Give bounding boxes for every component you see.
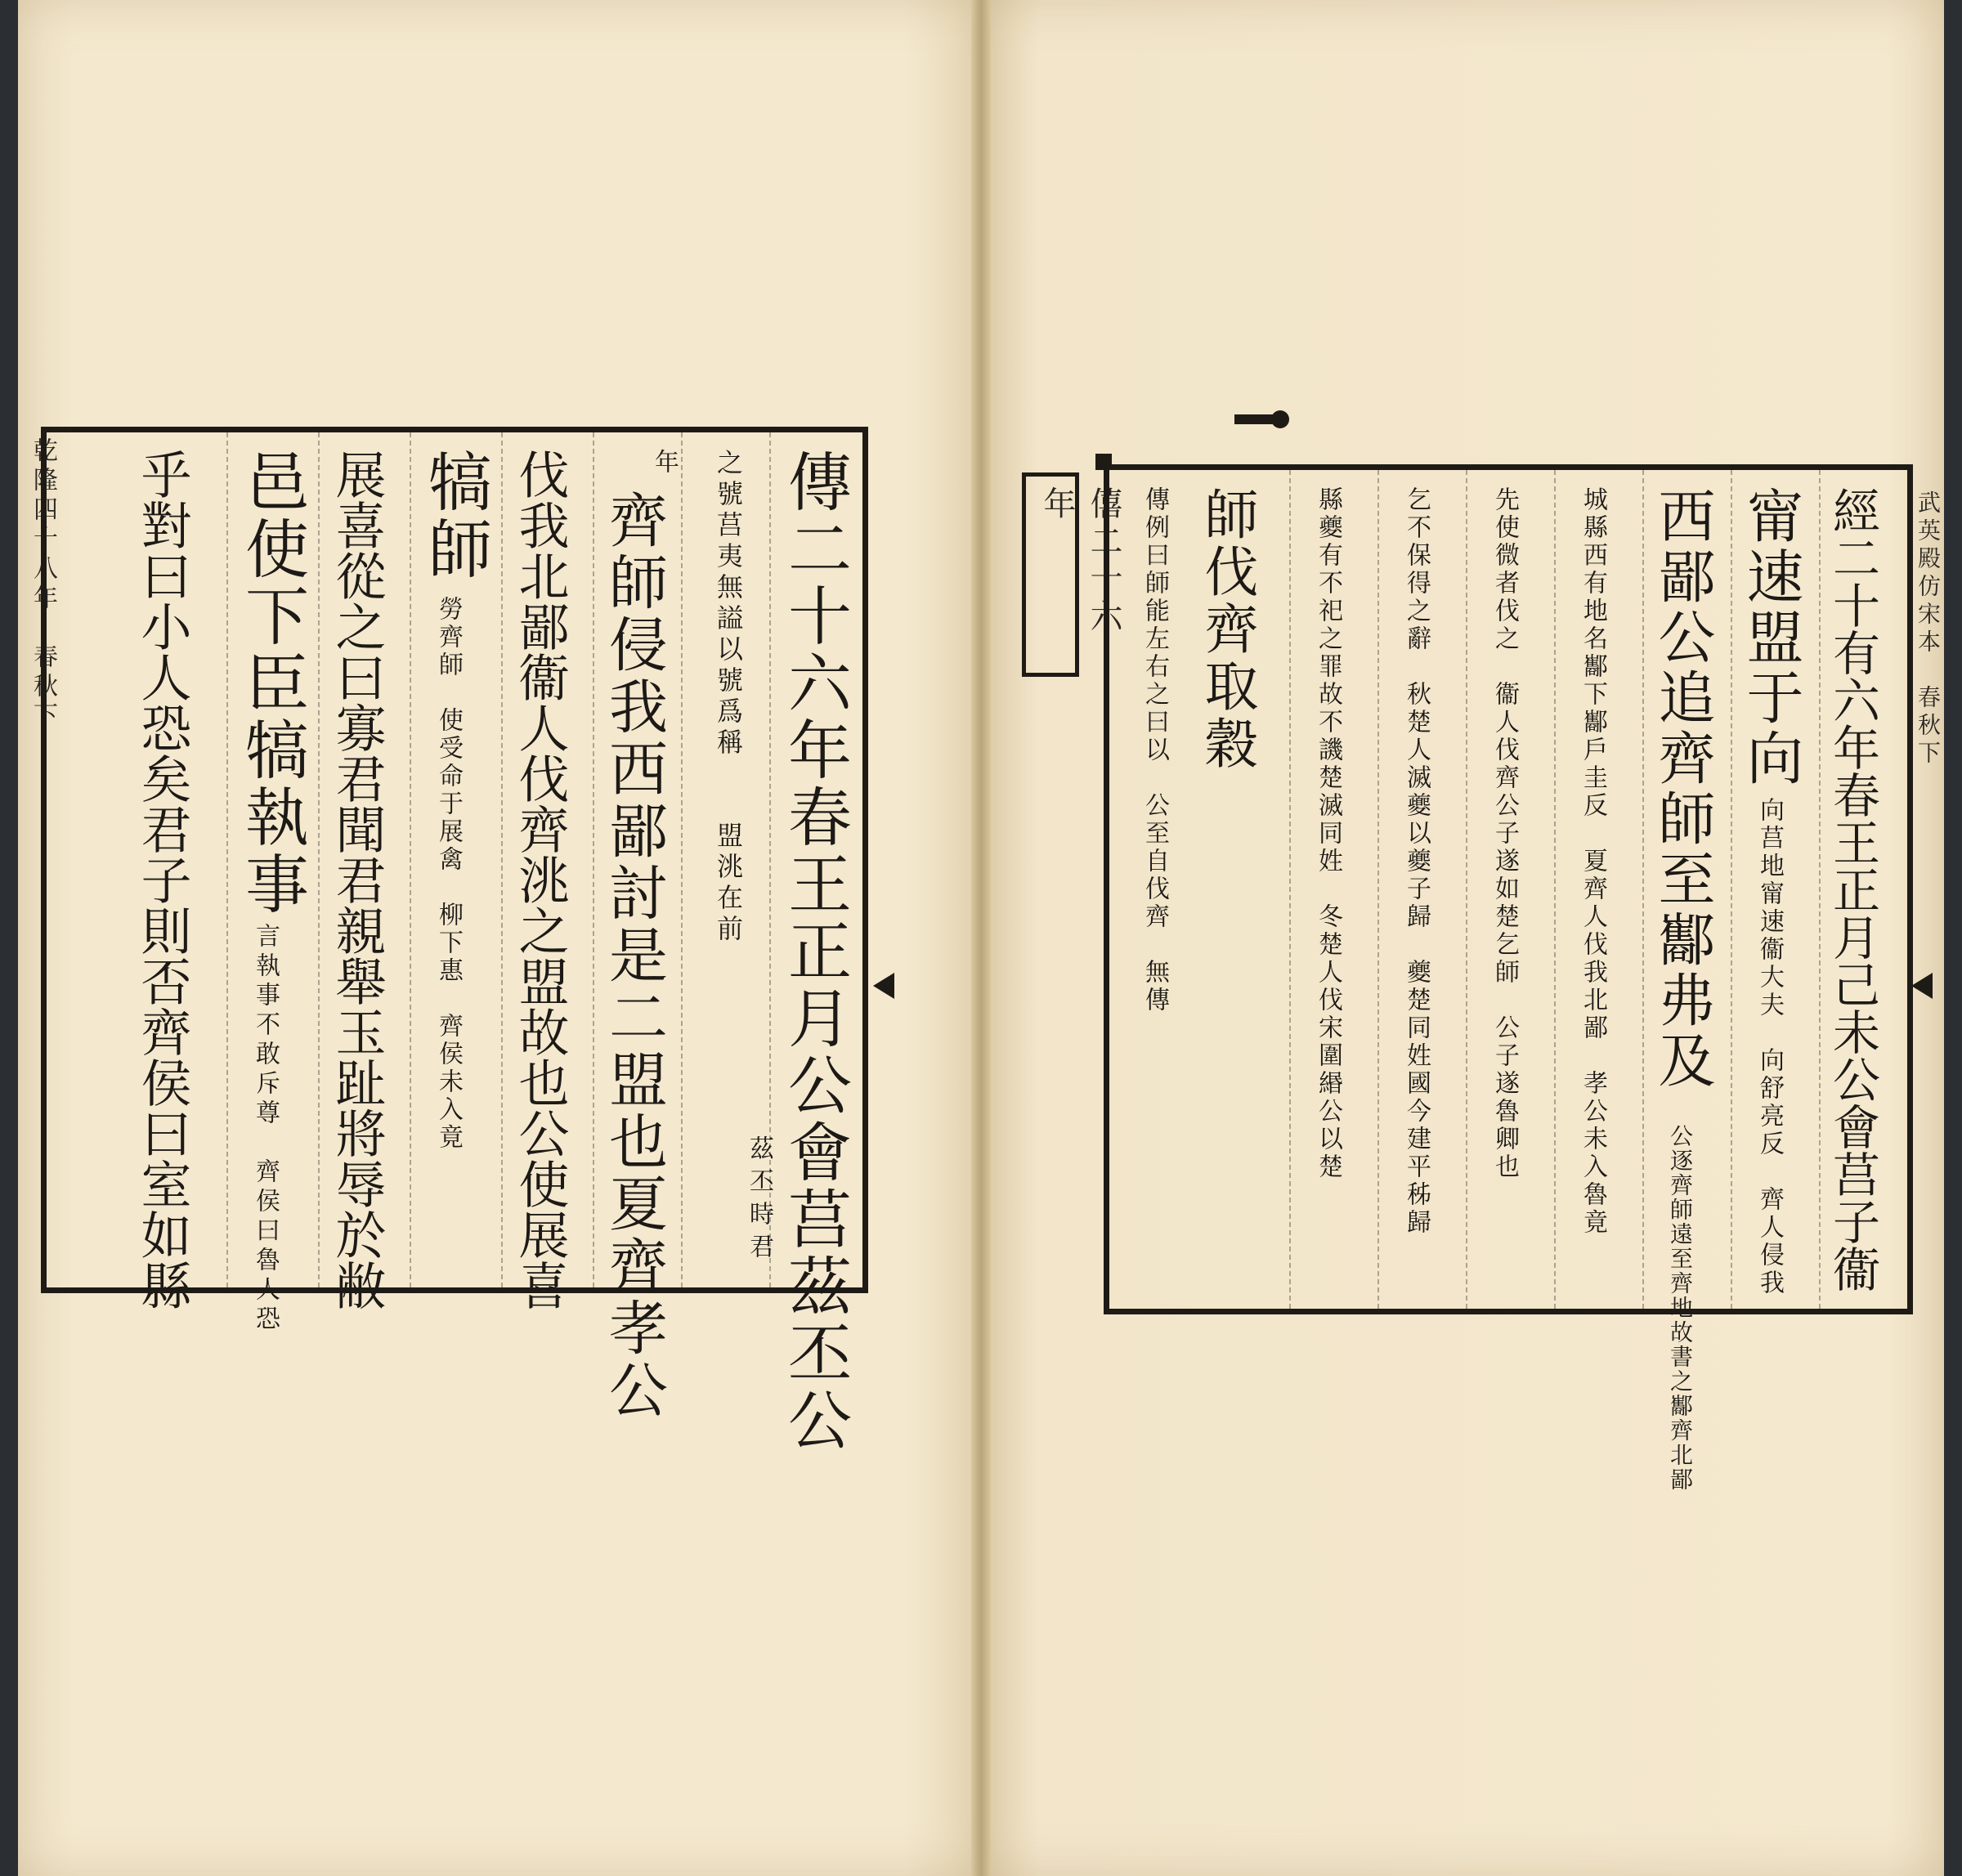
left-col-4-main: 伐我北鄙衞人伐齊洮之盟故也公使展喜 xyxy=(510,449,570,1310)
left-column-2 xyxy=(681,432,773,1287)
left-col-7-note: 言執事不敢斥尊 齊侯曰魯人恐 xyxy=(251,923,280,1335)
right-col-5-note: 先使微者伐之 衞人伐齊公子遂如楚乞師 公子遂魯卿也 xyxy=(1490,486,1519,1181)
left-col-5-note: 勞齊師 使受命于展禽 柳下惠 齊侯未入竟 xyxy=(434,596,463,1152)
right-fold-mark xyxy=(1911,973,1933,999)
left-column-6 xyxy=(318,432,410,1310)
right-col-7-note: 縣夔有不祀之罪故不譏楚滅同姓 冬楚人伐宋圍緡公以楚 xyxy=(1314,486,1342,1181)
left-column-8 xyxy=(47,432,226,1310)
left-col-7-main: 邑使下臣犒執事 xyxy=(235,449,308,918)
right-col-3-note: 公逐齊師遠至齊地故書之酅齊北鄙 xyxy=(1667,1124,1694,1492)
right-col-3-main: 西鄙公追齊師至酅弗及 xyxy=(1649,486,1716,1091)
right-column-8 xyxy=(1109,470,1289,1309)
right-col-6-note: 乞不保得之辭 秋楚人滅夔以夔子歸 夔楚同姓國今建平秭歸 xyxy=(1402,486,1431,1237)
left-col-5-main: 犒師 xyxy=(418,449,491,583)
right-col-1-main: 經二十有六年春王正月己未公會莒子衞 xyxy=(1825,486,1880,1292)
left-col-3-main: 齊師侵我西鄙討是二盟也夏齊孝公 xyxy=(599,490,668,1422)
right-column-7 xyxy=(1289,470,1377,1309)
right-col-2-note: 向莒地甯速衞大夫 向舒亮反 齊人侵我 xyxy=(1755,797,1784,1297)
left-col-6-main: 展喜從之曰寡君聞君親舉玉趾將辱於敝 xyxy=(327,449,387,1310)
left-col-1-note: 茲丕時君 xyxy=(745,1135,773,1266)
right-column-5 xyxy=(1466,470,1554,1309)
left-column-1 xyxy=(745,432,864,1454)
right-column-3 xyxy=(1642,470,1731,1492)
right-column-6 xyxy=(1377,470,1466,1309)
left-col-1-main: 傳二十六年春王正月公會莒茲丕公 xyxy=(777,449,851,1454)
right-col-8-note: 傳例曰師能左右之曰以 公至自伐齊 無傳 xyxy=(1140,486,1169,1014)
left-fold-mark xyxy=(873,973,894,999)
left-column-4 xyxy=(501,432,593,1310)
left-column-3 xyxy=(593,432,681,1422)
chapter-side-label: 僖二十六年 xyxy=(1038,486,1122,637)
right-column-4 xyxy=(1554,470,1642,1309)
left-column-7 xyxy=(226,432,318,1335)
left-col-3-note: 年 xyxy=(650,449,679,485)
right-column-1 xyxy=(1819,470,1907,1309)
chapter-side-box xyxy=(1022,472,1122,677)
right-column-2 xyxy=(1731,470,1819,1309)
right-col-8-main: 師伐齊取穀 xyxy=(1195,486,1258,772)
ink-blot-dot xyxy=(1271,410,1289,428)
right-margin-label: 武英殿仿宋本 春秋下 xyxy=(1915,490,1942,768)
right-text-frame xyxy=(1104,464,1913,1492)
left-col-2-note: 之號莒夷無謚以號爲稱 盟洮在前 xyxy=(713,449,744,946)
right-col-4-note: 城縣西有地名酅下酅戶圭反 夏齊人伐我北鄙 孝公未入魯竟 xyxy=(1579,486,1607,1237)
right-col-2-main: 甯速盟于向 xyxy=(1737,486,1804,789)
left-col-8-main: 乎對曰小人恐矣君子則否齊侯曰室如縣 xyxy=(132,449,192,1310)
left-column-5 xyxy=(410,432,501,1287)
book-gutter xyxy=(971,0,991,1876)
left-text-frame xyxy=(41,427,868,1454)
left-margin-label: 乾隆四十八年 春秋下 xyxy=(29,437,57,732)
